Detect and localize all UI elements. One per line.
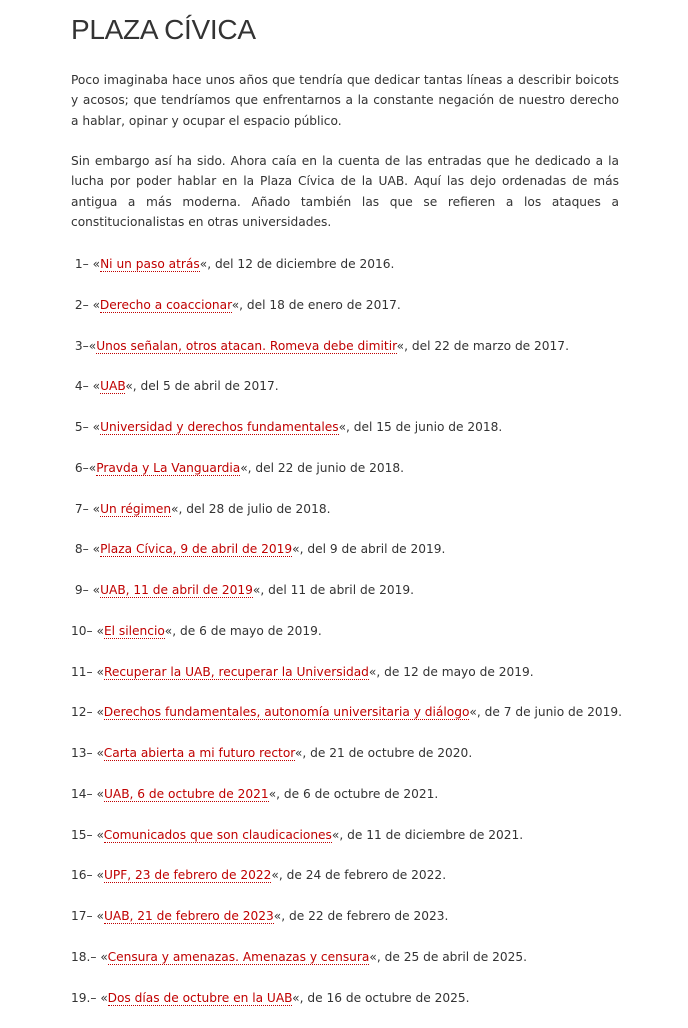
list-item-date: «, del 15 de junio de 2018. bbox=[339, 420, 503, 434]
list-item bbox=[71, 784, 651, 825]
list-item bbox=[71, 539, 651, 580]
list-item-date: «, de 7 de junio de 2019. bbox=[469, 705, 622, 719]
entry-link[interactable]: UAB, 21 de febrero de 2023 bbox=[104, 909, 274, 924]
list-item-prefix: 4– « bbox=[71, 379, 100, 393]
entry-link[interactable]: UAB bbox=[100, 379, 125, 394]
entry-link[interactable]: UAB, 11 de abril de 2019 bbox=[100, 583, 253, 598]
list-item-prefix: 7– « bbox=[71, 502, 100, 516]
entry-link[interactable]: Pravda y La Vanguardia bbox=[96, 461, 240, 476]
list-item-date: «, del 5 de abril de 2017. bbox=[125, 379, 278, 393]
list-item-prefix: 5– « bbox=[71, 420, 100, 434]
list-item bbox=[71, 988, 651, 1028]
list-item-prefix: 10– « bbox=[71, 624, 104, 638]
list-item-prefix: 13– « bbox=[71, 746, 104, 760]
list-item-prefix: 18.– « bbox=[71, 950, 108, 964]
entry-link[interactable]: Comunicados que son claudicaciones bbox=[104, 828, 332, 843]
entry-link[interactable]: El silencio bbox=[104, 624, 165, 639]
list-item-date: «, del 22 de junio de 2018. bbox=[240, 461, 404, 475]
list-item-prefix: 8– « bbox=[71, 542, 100, 556]
entry-link[interactable]: Unos señalan, otros atacan. Romeva debe dimitir bbox=[96, 339, 396, 354]
entry-link[interactable]: Un régimen bbox=[100, 502, 171, 517]
context-paragraph: Sin embargo así ha sido. Ahora caía en la cuenta de las entradas que he dedicado a la lucha por poder hablar en la Plaza Cívica de la UAB. Aquí las dejo ordenadas de más antigua a más moderna. Añado también las que se refieren a los ataques a constitucionalistas en otras universidades. bbox=[71, 151, 619, 233]
list-item-date: «, del 12 de diciembre de 2016. bbox=[200, 257, 395, 271]
list-item-date: «, de 6 de octubre de 2021. bbox=[269, 787, 439, 801]
list-item-date: «, del 22 de marzo de 2017. bbox=[397, 339, 569, 353]
list-item-prefix: 17– « bbox=[71, 909, 104, 923]
list-item bbox=[71, 295, 651, 336]
list-item bbox=[71, 254, 651, 295]
list-item-prefix: 3–« bbox=[71, 339, 96, 353]
entry-link[interactable]: Recuperar la UAB, recuperar la Universidad bbox=[104, 665, 369, 680]
entry-link[interactable]: Derecho a coaccionar bbox=[100, 298, 232, 313]
list-item bbox=[71, 743, 651, 784]
list-item bbox=[71, 336, 651, 377]
list-item-prefix: 9– « bbox=[71, 583, 100, 597]
entry-list bbox=[71, 254, 651, 1028]
list-item bbox=[71, 865, 651, 906]
list-item-date: «, de 16 de octubre de 2025. bbox=[292, 991, 469, 1005]
list-item-date: «, de 21 de octubre de 2020. bbox=[295, 746, 472, 760]
list-item-date: «, del 18 de enero de 2017. bbox=[232, 298, 401, 312]
list-item-date: «, de 24 de febrero de 2022. bbox=[271, 868, 446, 882]
list-item-date: «, del 28 de julio de 2018. bbox=[171, 502, 330, 516]
list-item-date: «, de 22 de febrero de 2023. bbox=[274, 909, 449, 923]
entry-link[interactable]: Derechos fundamentales, autonomía universitaria y diálogo bbox=[104, 705, 470, 720]
list-item-prefix: 11– « bbox=[71, 665, 104, 679]
list-item bbox=[71, 906, 651, 947]
entry-link[interactable]: Dos días de octubre en la UAB bbox=[108, 991, 293, 1006]
list-item-date: «, del 9 de abril de 2019. bbox=[292, 542, 445, 556]
list-item bbox=[71, 947, 651, 988]
entry-link[interactable]: Plaza Cívica, 9 de abril de 2019 bbox=[100, 542, 292, 557]
list-item-date: «, de 25 de abril de 2025. bbox=[369, 950, 527, 964]
post-title: PLAZA CÍVICA bbox=[71, 12, 256, 48]
entry-link[interactable]: Carta abierta a mi futuro rector bbox=[104, 746, 295, 761]
list-item bbox=[71, 458, 651, 499]
list-item-prefix: 16– « bbox=[71, 868, 104, 882]
list-item bbox=[71, 825, 651, 866]
list-item bbox=[71, 417, 651, 458]
list-item bbox=[71, 376, 651, 417]
list-item-prefix: 15– « bbox=[71, 828, 104, 842]
list-item-date: «, de 11 de diciembre de 2021. bbox=[332, 828, 523, 842]
list-item bbox=[71, 580, 651, 621]
entry-link[interactable]: Ni un paso atrás bbox=[100, 257, 200, 272]
list-item-date: «, del 11 de abril de 2019. bbox=[253, 583, 414, 597]
list-item-prefix: 12– « bbox=[71, 705, 104, 719]
list-item bbox=[71, 662, 651, 703]
entry-link[interactable]: Universidad y derechos fundamentales bbox=[100, 420, 339, 435]
list-item-prefix: 2– « bbox=[71, 298, 100, 312]
list-item-date: «, de 12 de mayo de 2019. bbox=[369, 665, 534, 679]
list-item-prefix: 19.– « bbox=[71, 991, 108, 1005]
list-item-prefix: 14– « bbox=[71, 787, 104, 801]
entry-link[interactable]: UAB, 6 de octubre de 2021 bbox=[104, 787, 269, 802]
entry-link[interactable]: UPF, 23 de febrero de 2022 bbox=[104, 868, 271, 883]
list-item-prefix: 6–« bbox=[71, 461, 96, 475]
entry-link[interactable]: Censura y amenazas. Amenazas y censura bbox=[108, 950, 370, 965]
list-item bbox=[71, 499, 651, 540]
list-item bbox=[71, 621, 651, 662]
intro-paragraph: Poco imaginaba hace unos años que tendría que dedicar tantas líneas a describir boicots y acosos; que tendríamos que enfrentarnos a la constante negación de nuestro derecho a hablar, opinar y ocupar el espacio público. bbox=[71, 70, 619, 131]
list-item bbox=[71, 702, 651, 743]
list-item-prefix: 1– « bbox=[71, 257, 100, 271]
list-item-date: «, de 6 de mayo de 2019. bbox=[165, 624, 322, 638]
